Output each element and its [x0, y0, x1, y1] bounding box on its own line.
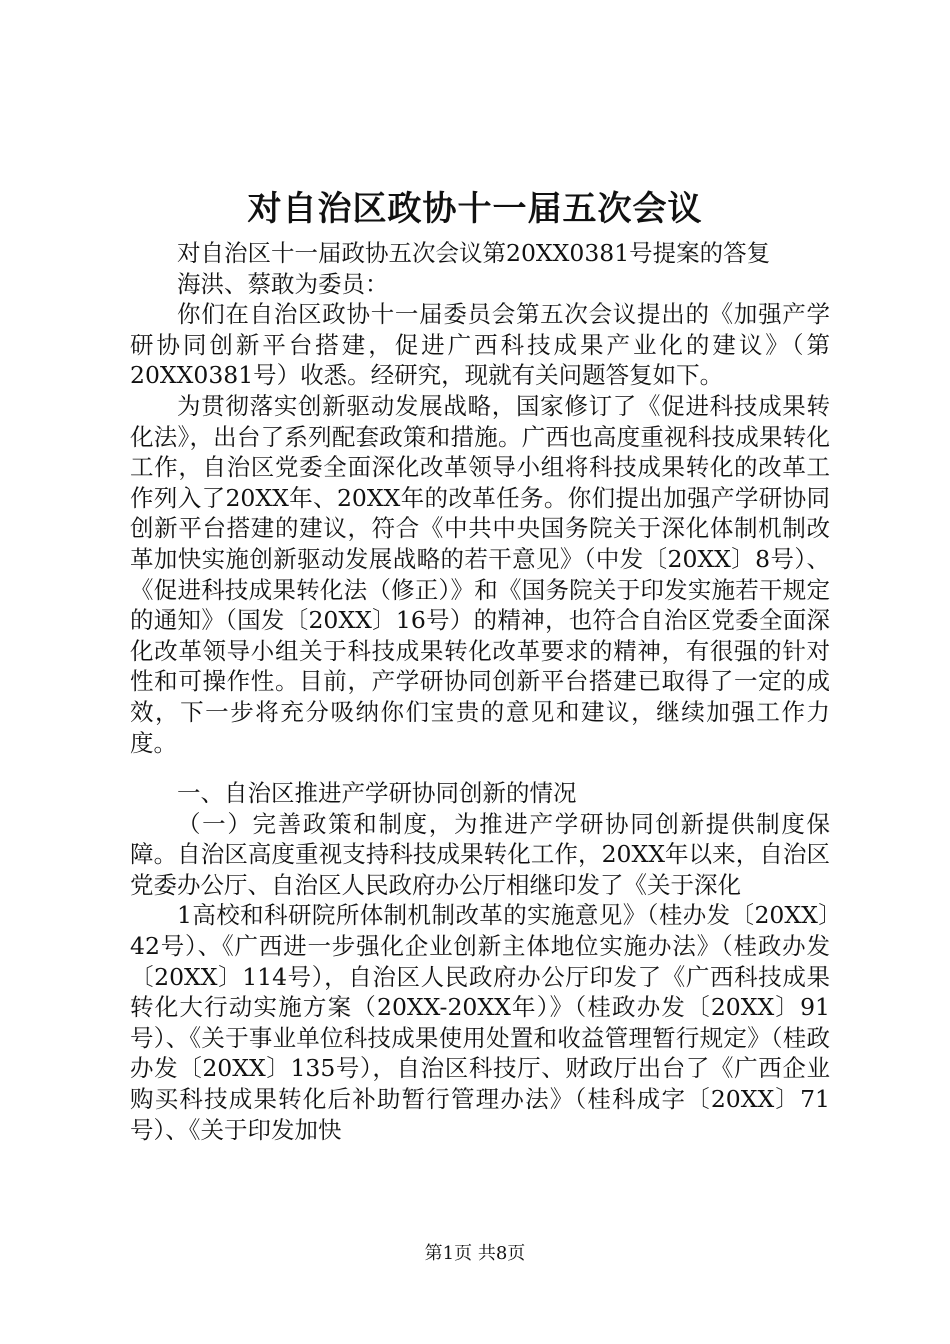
paragraph-background: 为贯彻落实创新驱动发展战略，国家修订了《促进科技成果转化法》，出台了系列配套政策和措施。广西也高度重视科技成果转化工作，自治区党委全面深化改革领导小组将科技成果转化的改革工作列入了20XX年、20XX年的改革任务。你们提出加强产学研协同创新平台搭建的建议，符合《中共中央国务院关于深化体制机制改革加快实施创新驱动发展战略的若干意见》（中发〔20XX〕8号）、《促进科技成果转化法（修正）》和《国务院关于印发实施若干规定的通知》（国发〔20XX〕16号）的精神，也符合自治区党委全面深化改革领导小组关于科技成果转化改革要求的精神，有很强的针对性和可操作性。目前，产学研协同创新平台搭建已取得了一定的成效，下一步将充分吸纳你们宝贵的意见和建议，继续加强工作力度。 [130, 391, 830, 757]
reply-subtitle: 对自治区十一届政协五次会议第20XX0381号提案的答复 [177, 239, 771, 267]
salutation: 海洪、蔡敢为委员： [177, 269, 389, 298]
document-body [130, 238, 830, 1145]
document-title: 对自治区政协十一届五次会议 [247, 189, 703, 229]
paragraph-policy-continued: 1高校和科研院所体制机制改革的实施意见》（桂办发〔20XX〕42号）、《广西进一步强化企业创新主体地位实施办法》（桂政办发〔20XX〕114号），自治区人民政府办公厅印发了《广西科技成果转化大行动实施方案（20XX-20XX年）》（桂政办发〔20XX〕91号）、《关于事业单位科技成果使用处置和收益管理暂行规定》（桂政办发〔20XX〕135号），自治区科技厅、财政厅出台了《广西企业购买科技成果转化后补助暂行管理办法》（桂科成字〔20XX〕71号）、《关于印发加快 [130, 901, 830, 1144]
section-heading: 一、自治区推进产学研协同创新的情况 [177, 779, 577, 808]
page-footer: 第1页 共8页 [424, 1243, 526, 1264]
paragraph-intro: 你们在自治区政协十一届委员会第五次会议提出的《加强产学研协同创新平台搭建，促进广西科技成果产业化的建议》（第20XX0381号）收悉。经研究，现就有关问题答复如下。 [130, 300, 830, 390]
spacer [130, 758, 830, 764]
paragraph-policy: （一）完善政策和制度，为推进产学研协同创新提供制度保障。自治区高度重视支持科技成果转化工作，20XX年以来，自治区党委办公厅、自治区人民政府办公厅相继印发了《关于深化 [130, 809, 830, 899]
